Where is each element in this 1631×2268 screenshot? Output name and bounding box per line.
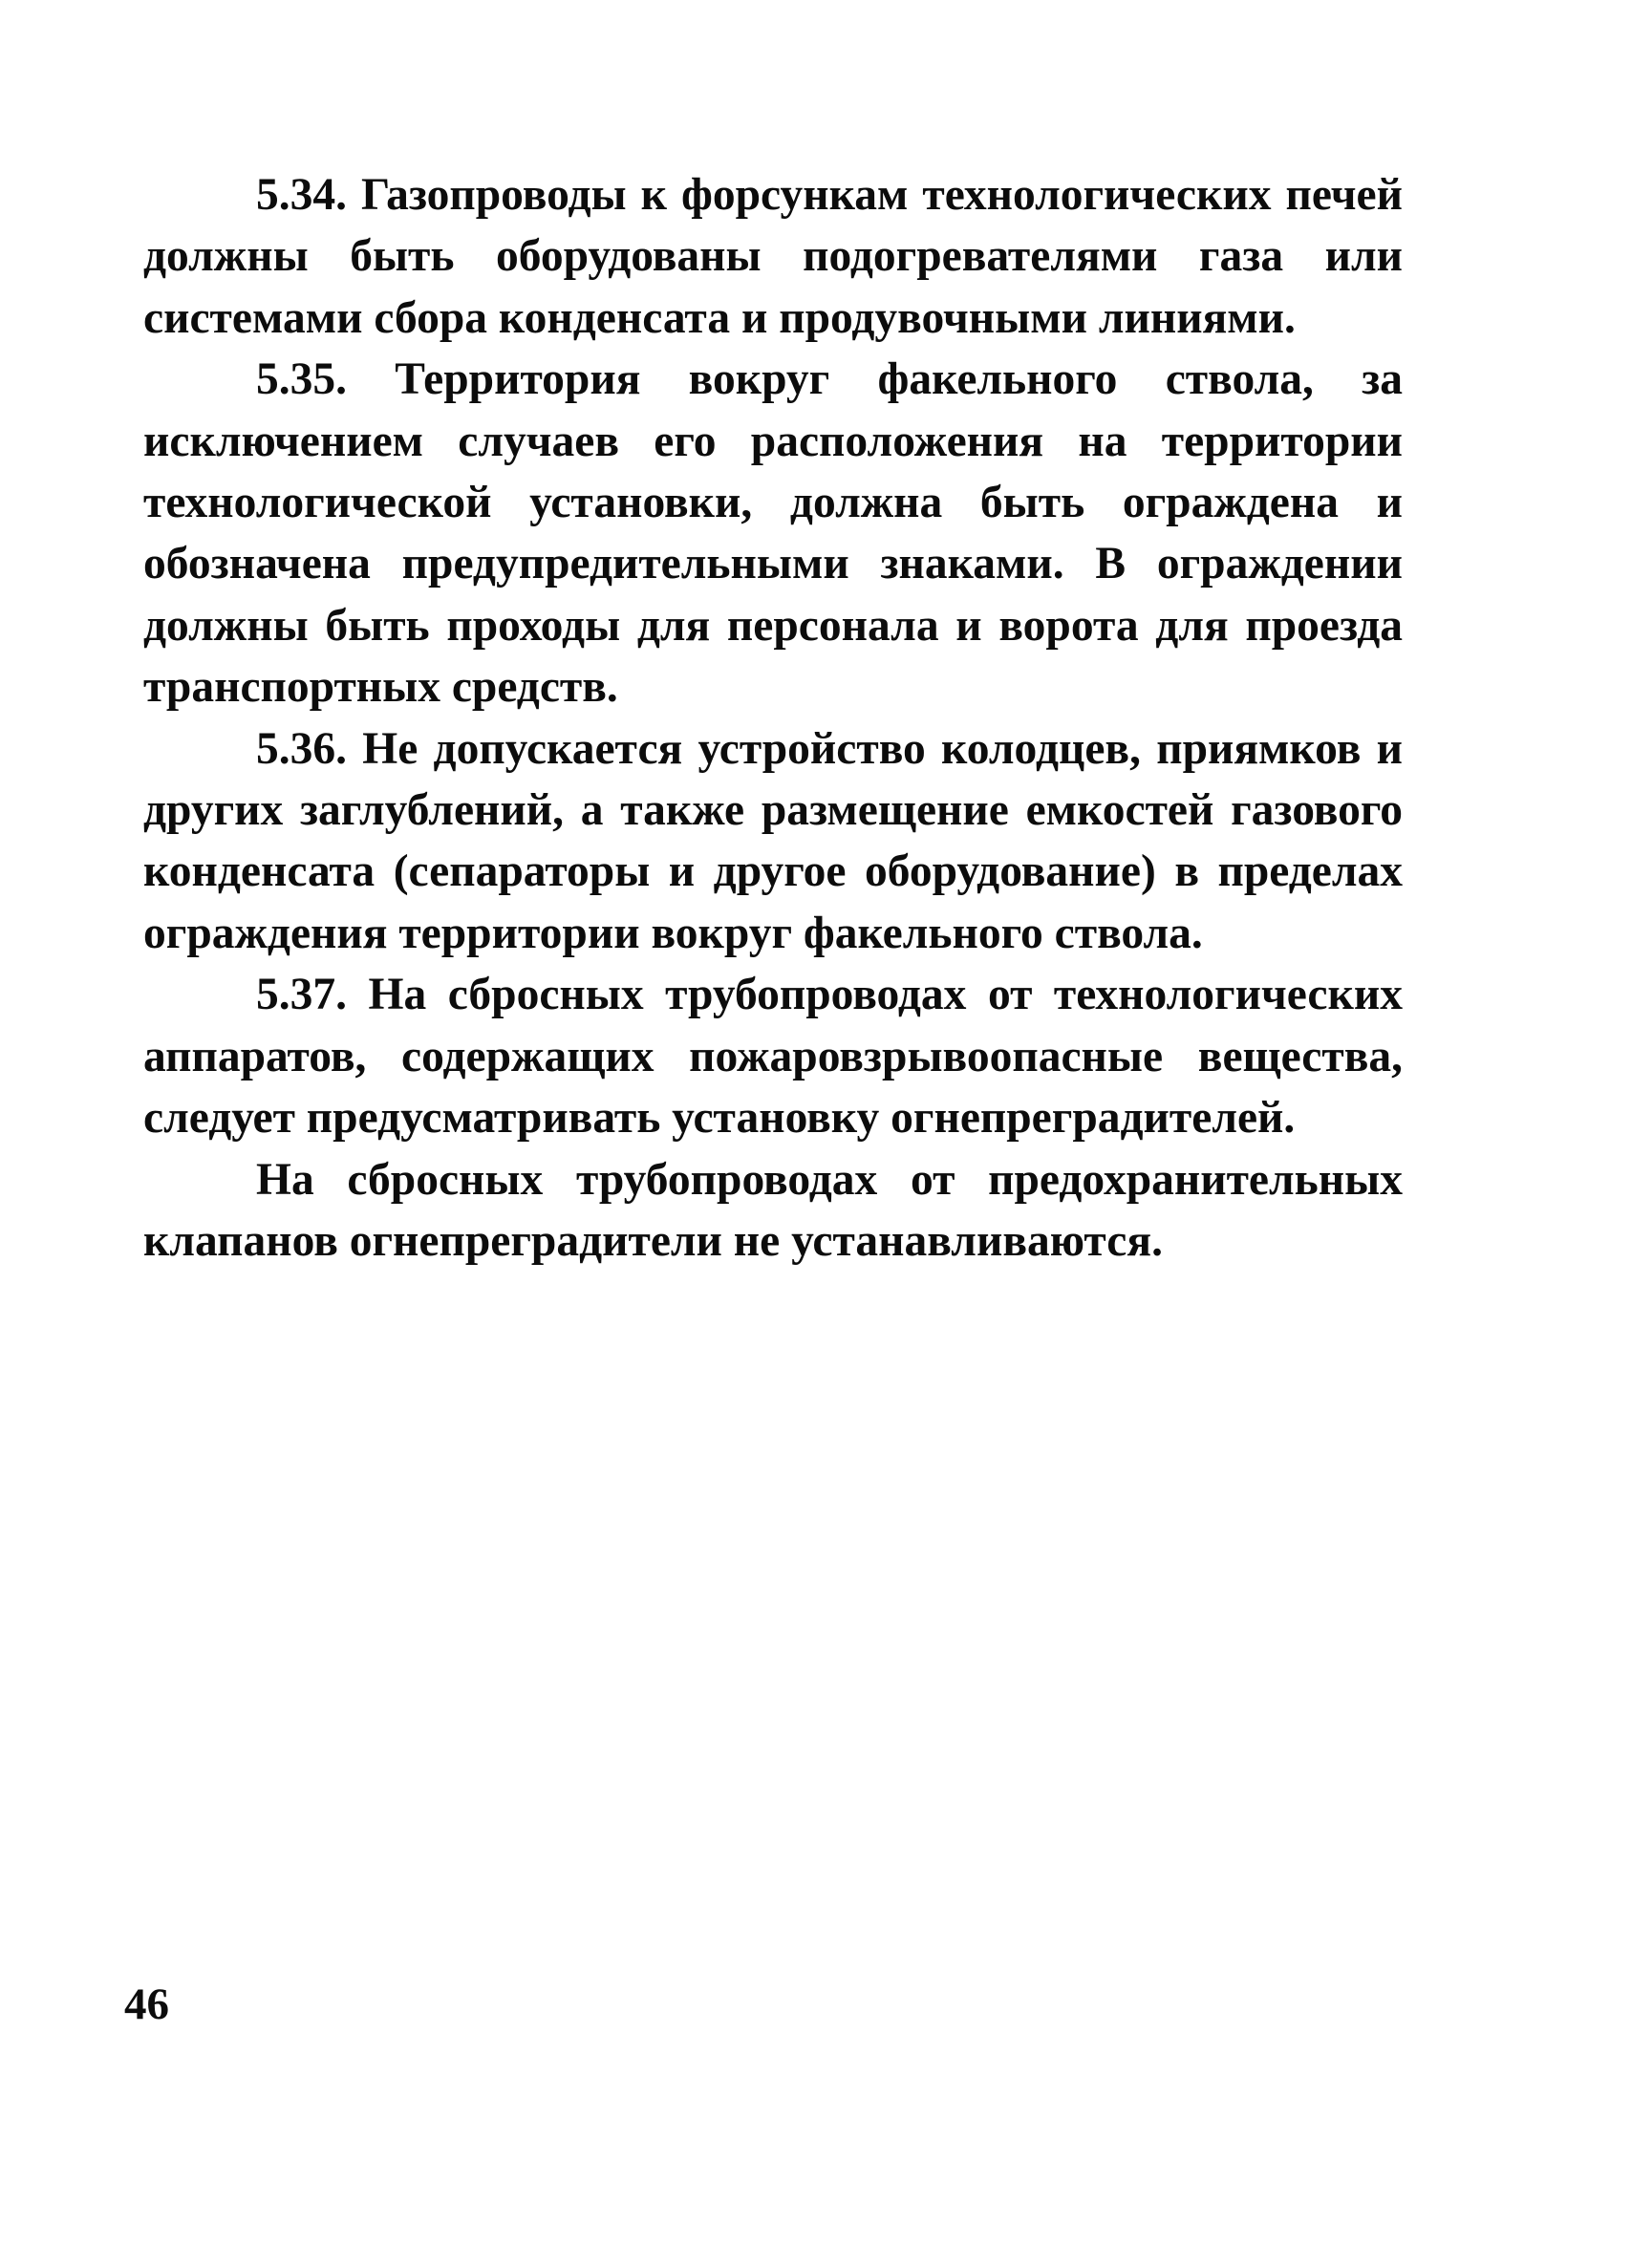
paragraph-5-36: 5.36. Не допускается устройство колодцев, приямков и других заглублений, а также размещение емкостей газового конденсата (сепараторы и другое оборудование) в пределах ограждения территории вокруг факельного ствола. [143,723,1403,958]
text-body [143,164,1403,1272]
paragraph-5-35: 5.35. Территория вокруг факельного ствола, за исключением случаев его расположения на территории технологической установки, должна быть ограждена и обозначена предупредительными знаками. В ограждении должны быть проходы для персонала и ворота для проезда транспортных средств. [143,354,1403,713]
page-number: 46 [124,1979,169,2029]
paragraph-5-34: 5.34. Газопроводы к форсункам технологических печей должны быть оборудованы подогревателями газа или системами сбора конденсата и продувочными линиями. [143,170,1403,343]
paragraph-5-37: 5.37. На сбросных трубопроводах от технологических аппаратов, содержащих пожаровзрывоопасные вещества, следует предусматривать установку огнепреградителей. [143,970,1403,1144]
paragraph-5-37-note: На сбросных трубопроводах от предохранительных клапанов огнепреградители не устанавливаются. [143,1154,1403,1266]
